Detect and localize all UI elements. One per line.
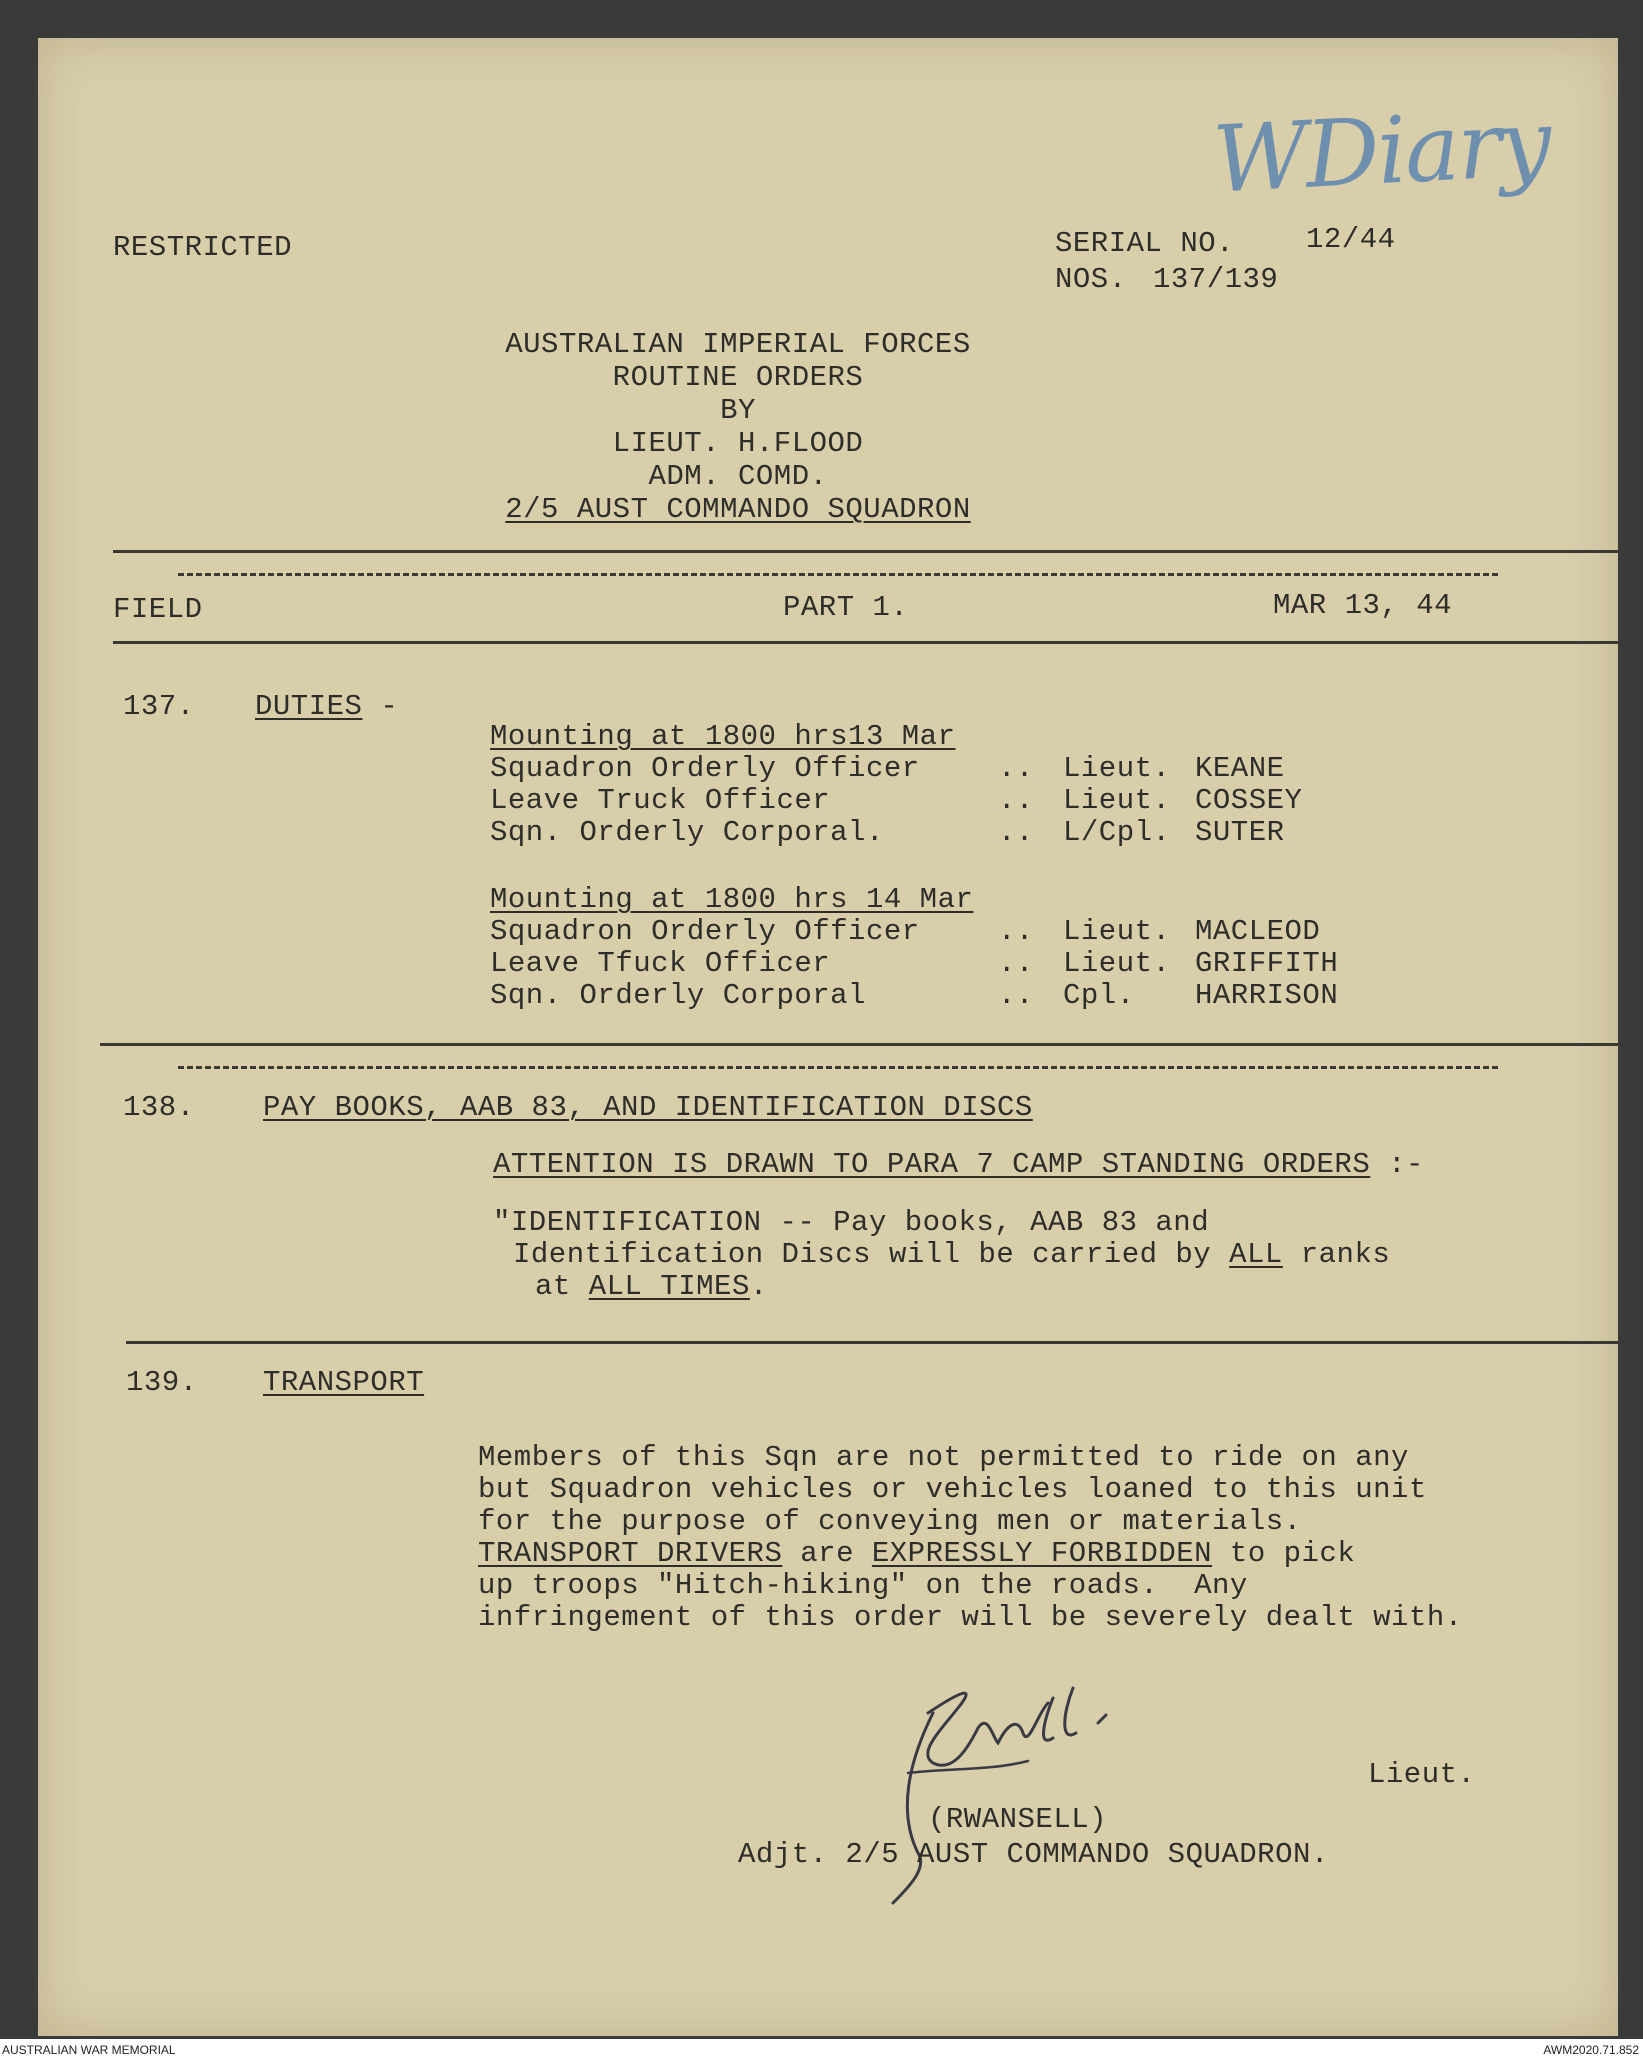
order-138-quote-line-3: at [535,1270,589,1303]
footer-source: AUSTRALIAN WAR MEMORIAL [2,2043,176,2057]
duty-rank: Lieut. [1063,947,1171,980]
duty-role: Squadron Orderly Officer [490,915,920,948]
order-139-line-4-are: are [782,1537,872,1570]
order-139-heading: TRANSPORT [263,1366,425,1399]
order-137-heading: DUTIES [255,690,363,723]
title-line-4: LIEUT. H.FLOOD [612,427,864,460]
duty-role: Squadron Orderly Officer [490,752,920,785]
order-139-number: 139. [126,1366,198,1399]
title-line-6: 2/5 AUST COMMANDO SQUADRON [505,493,971,526]
order-138-quote-end: . [749,1270,768,1303]
order-139-line-5: up troops "Hitch-hiking" on the roads. Any [478,1569,1248,1602]
order-137-number: 137. [123,690,195,723]
order-138-quote-line-2: Identification Discs will be carried by [513,1238,1230,1271]
signature-scrawl [838,1653,1258,1913]
duty-separator: .. [998,752,1034,785]
duty-rank: Lieut. [1063,915,1171,948]
footer-accession: AWM2020.71.852 [1543,2043,1639,2057]
divider [113,550,1618,553]
order-138-attention: ATTENTION IS DRAWN TO PARA 7 CAMP STANDING ORDERS [493,1148,1371,1181]
serial-value: 12/44 [1306,223,1396,256]
divider [126,1341,1618,1344]
signature-rank: Lieut. [1368,1758,1476,1791]
duty-role: Sqn. Orderly Corporal [490,979,866,1012]
duty-name: SUTER [1195,816,1285,849]
title-line-2: ROUTINE ORDERS [612,361,864,394]
part-row-right: MAR 13, 44 [1273,589,1453,622]
order-139-line-3: for the purpose of conveying men or materials. [478,1505,1302,1538]
duty-role: Leave Truck Officer [490,784,831,817]
restricted-marking: RESTRICTED [113,231,293,264]
duty-group-2-title: Mounting at 1800 hrs 14 Mar [490,883,974,916]
footer-strip [0,2039,1643,2061]
order-138-quote-all-times: ALL TIMES [588,1270,750,1303]
nos-label: NOS. [1055,263,1127,296]
duty-name: HARRISON [1195,979,1339,1012]
duty-name: GRIFFITH [1195,947,1339,980]
nos-value: 137/139 [1153,263,1279,296]
order-137-heading-suffix: - [362,690,399,723]
order-139-expressly-forbidden: EXPRESSLY FORBIDDEN [871,1537,1213,1570]
signature-name: (RWANSELL) [928,1803,1108,1836]
duty-separator: .. [998,979,1034,1012]
order-138-number: 138. [123,1091,195,1124]
signature-appointment: Adjt. 2/5 AUST COMMANDO SQUADRON. [738,1838,1329,1871]
title-line-5: ADM. COMD. [648,460,828,493]
duty-name: COSSEY [1195,784,1303,817]
duty-role: Leave Tfuck Officer [490,947,831,980]
duty-name: KEANE [1195,752,1285,785]
divider [178,573,1498,576]
part-row-left: FIELD [113,593,203,626]
duty-rank: Lieut. [1063,752,1171,785]
duty-separator: .. [998,915,1034,948]
title-line-3: BY [720,394,756,427]
order-139-line-1: Members of this Sqn are not permitted to ride on any [478,1441,1409,1474]
order-138-quote-all: ALL [1229,1238,1283,1271]
divider [100,1043,1618,1046]
order-138-heading: PAY BOOKS, AAB 83, AND IDENTIFICATION DISCS [263,1091,1033,1124]
divider [178,1066,1498,1069]
order-139-line-4-end: to pick [1212,1537,1356,1570]
handwritten-annotation: WDiary [1210,89,1553,214]
duty-separator: .. [998,784,1034,817]
duty-rank: L/Cpl. [1063,816,1171,849]
duty-separator: .. [998,816,1034,849]
order-138-attention-suffix: :- [1370,1148,1424,1181]
duty-group-1-title: Mounting at 1800 hrs13 Mar [490,720,956,753]
order-139-line-2: but Squadron vehicles or vehicles loaned to this unit [478,1473,1427,1506]
duty-name: MACLEOD [1195,915,1321,948]
part-row-center: PART 1. [783,591,909,624]
order-139-line-6: infringement of this order will be severely dealt with. [478,1601,1463,1634]
order-138-quote-line-1: "IDENTIFICATION -- Pay books, AAB 83 and [493,1206,1210,1239]
duty-role: Sqn. Orderly Corporal. [490,816,884,849]
duty-separator: .. [998,947,1034,980]
divider [113,641,1618,644]
document-page [38,38,1618,2036]
title-line-1: AUSTRALIAN IMPERIAL FORCES [505,328,971,361]
order-138-quote-ranks: ranks [1282,1238,1391,1271]
order-139-transport-drivers: TRANSPORT DRIVERS [478,1537,783,1570]
duty-rank: Cpl. [1063,979,1135,1012]
serial-label: SERIAL NO. [1055,227,1235,260]
duty-rank: Lieut. [1063,784,1171,817]
